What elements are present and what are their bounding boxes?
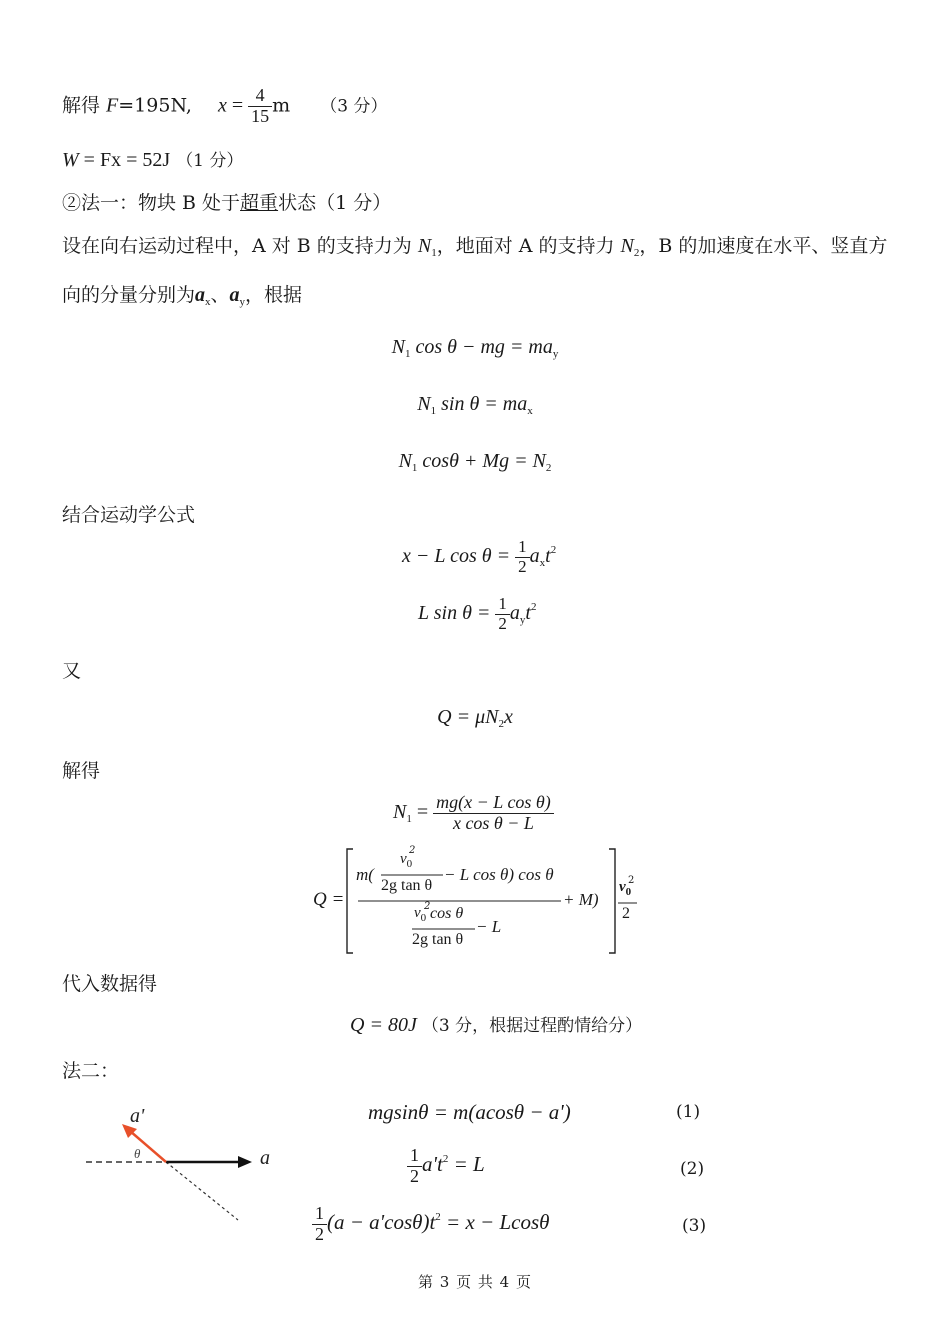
sep: 、 xyxy=(210,284,230,306)
result-line-force xyxy=(62,86,388,127)
eq8-v0s: 0 xyxy=(406,858,413,870)
eq6-b: x xyxy=(503,706,513,728)
equation-vertical xyxy=(0,336,950,360)
eq5-rs: y xyxy=(519,613,526,626)
method1-line xyxy=(62,188,391,215)
eq8-v0c: v xyxy=(619,879,626,895)
eq8-den2: 2g tan θ xyxy=(412,931,464,948)
eq8-v0cs: 0 xyxy=(625,886,632,898)
score-3: （3 分） xyxy=(320,96,388,117)
eq2-s: 1 xyxy=(430,405,437,417)
eq8-v0p: 2 xyxy=(409,845,416,856)
eq3-t: 2 xyxy=(545,462,552,474)
acceleration-diagram xyxy=(80,1098,280,1230)
equation-number-2: (2) xyxy=(680,1159,705,1179)
eq5-p: 2 xyxy=(530,600,537,613)
eq8-den1: 2g tan θ xyxy=(381,877,433,894)
eq8-mid: − L cos θ) cos θ xyxy=(444,865,554,884)
setup2-b: ，根据 xyxy=(245,284,303,306)
method1-text-b: 状态（1 分） xyxy=(278,192,392,214)
eq4-d: 2 xyxy=(518,556,527,576)
eq5-r: a xyxy=(509,601,520,624)
eq12-num: 1 xyxy=(312,1204,327,1225)
eq1-a: N xyxy=(391,336,405,358)
eq4-n: 1 xyxy=(515,538,530,558)
eq12-den: 2 xyxy=(315,1223,324,1244)
label-a: a xyxy=(260,1147,270,1169)
eq12-r: = x − Lcosθ xyxy=(440,1210,550,1235)
eq4-t: t xyxy=(545,544,551,567)
page-footer: 第 3 页 共 4 页 xyxy=(418,1273,532,1291)
eq11-p: 2 xyxy=(442,1153,449,1166)
eq8-v0b: v xyxy=(414,905,421,921)
frac-num: 4 xyxy=(248,86,272,107)
eq4-p: 2 xyxy=(550,543,557,556)
eq5-n: 1 xyxy=(495,595,510,615)
eq3-s: 1 xyxy=(411,462,418,474)
setup2-a: 向的分量分别为 xyxy=(62,284,196,306)
equation-ground-normal xyxy=(0,450,950,474)
eq5-t: t xyxy=(525,601,531,624)
equation-horizontal xyxy=(0,393,950,417)
work-expr: = Fx = 52J xyxy=(78,149,171,171)
method2-label: 法二： xyxy=(62,1060,120,1082)
equation-kin-y xyxy=(418,595,536,633)
setup-b: ，地面对 A 的支持力 xyxy=(436,235,621,257)
eq4-r: a xyxy=(529,544,540,567)
equation-1: mgsinθ = m(acosθ − a') xyxy=(368,1100,571,1124)
var-F: F xyxy=(106,94,119,117)
eq7-s: 1 xyxy=(406,812,412,825)
underlined-overweight: 超重 xyxy=(240,192,279,214)
setup-line xyxy=(62,231,887,259)
eq5-d: 2 xyxy=(498,613,507,633)
var-W: W xyxy=(62,149,79,171)
equation-Q-value xyxy=(350,1011,642,1037)
eq2-b: sin θ = ma xyxy=(436,393,528,415)
dashed-incline xyxy=(166,1162,238,1220)
eq11-num: 1 xyxy=(407,1146,422,1167)
eq8-v0bs: 0 xyxy=(420,912,427,924)
equation-number-1: (1) xyxy=(676,1102,701,1122)
eq3-a: N xyxy=(398,450,412,472)
substitute-label: 代入数据得 xyxy=(62,973,158,995)
equation-N1-result xyxy=(393,793,554,834)
eq3-b: cosθ + Mg = N xyxy=(417,450,546,472)
eq1-t: y xyxy=(552,348,559,360)
eq8-v0bp: 2 xyxy=(424,901,431,912)
kinematics-label: 结合运动学公式 xyxy=(62,504,196,526)
eq5-lhs: L sin θ = xyxy=(418,601,496,624)
eq-sign: = xyxy=(226,94,249,117)
setup-line-2 xyxy=(62,280,302,308)
eq11-t: a't xyxy=(422,1152,443,1177)
equation-3 xyxy=(312,1204,549,1245)
work-line xyxy=(62,146,243,172)
sub-2: 2 xyxy=(633,247,640,259)
eq11-r: = L xyxy=(448,1152,485,1177)
eq6-s: 2 xyxy=(498,718,504,730)
var-x: x xyxy=(218,94,227,117)
eq1-b: cos θ − mg = ma xyxy=(410,336,553,358)
solve-label: 解得 xyxy=(62,760,101,782)
eq2-a: N xyxy=(417,393,431,415)
eq9-q: Q = 80J xyxy=(350,1014,417,1036)
eq7-den: x cos θ − L xyxy=(452,812,534,833)
eq12-t: (a − a'cosθ)t xyxy=(327,1210,436,1235)
eq6-a: Q = μN xyxy=(437,706,499,728)
sub-y: y xyxy=(239,296,246,308)
eq1-s: 1 xyxy=(404,348,411,360)
eq4-rs: x xyxy=(539,556,546,569)
setup-c: ，B 的加速度在水平、竖直方 xyxy=(639,235,888,257)
eq8-m: m( xyxy=(356,865,374,884)
eq8-q: Q = xyxy=(313,889,345,910)
var-N1: N xyxy=(417,235,432,257)
setup-a: 设在向右运动过程中，A 对 B 的支持力为 xyxy=(62,235,418,257)
eq4-lhs: x − L cos θ = xyxy=(402,544,516,567)
sub-x: x xyxy=(205,296,211,308)
eq7-eq: = xyxy=(411,800,434,823)
var-ax: a xyxy=(195,284,206,306)
eq8-two: 2 xyxy=(622,905,630,922)
arrow-a-head xyxy=(238,1156,252,1168)
var-ay: a xyxy=(229,284,240,306)
eq12-p: 2 xyxy=(435,1211,441,1224)
equation-heat xyxy=(0,706,950,730)
frac-den: 15 xyxy=(251,105,270,126)
eq8-minus: − L xyxy=(476,917,502,936)
prefix-text: 解得 xyxy=(62,94,107,117)
eq8-plus: + M) xyxy=(563,890,599,909)
equation-kin-x xyxy=(402,538,556,576)
eq8-v0: v xyxy=(400,851,407,867)
eq11-den: 2 xyxy=(410,1165,419,1186)
score-1: （1 分） xyxy=(176,151,244,171)
eq2-t: x xyxy=(527,405,533,417)
var-N2: N xyxy=(620,235,634,257)
eq7-num: mg(x − L cos θ) xyxy=(433,793,554,814)
eq9-note: （3 分，根据过程酌情给分） xyxy=(421,1016,643,1036)
sub-1: 1 xyxy=(431,247,437,259)
equation-Q-result xyxy=(308,845,648,957)
also-label: 又 xyxy=(62,660,82,682)
eq7-lhs: N xyxy=(393,800,407,823)
equation-2 xyxy=(407,1146,485,1187)
equation-number-3: (3) xyxy=(682,1216,707,1236)
unit-m: m xyxy=(272,94,291,117)
method1-text-a: ②法一：物块 B 处于 xyxy=(62,192,241,214)
force-value: =195N, xyxy=(118,94,192,117)
eq8-v0cp: 2 xyxy=(628,875,635,886)
eq8-cos: cos θ xyxy=(430,905,464,922)
label-aprime: a' xyxy=(130,1105,145,1127)
label-theta: θ xyxy=(134,1146,141,1161)
